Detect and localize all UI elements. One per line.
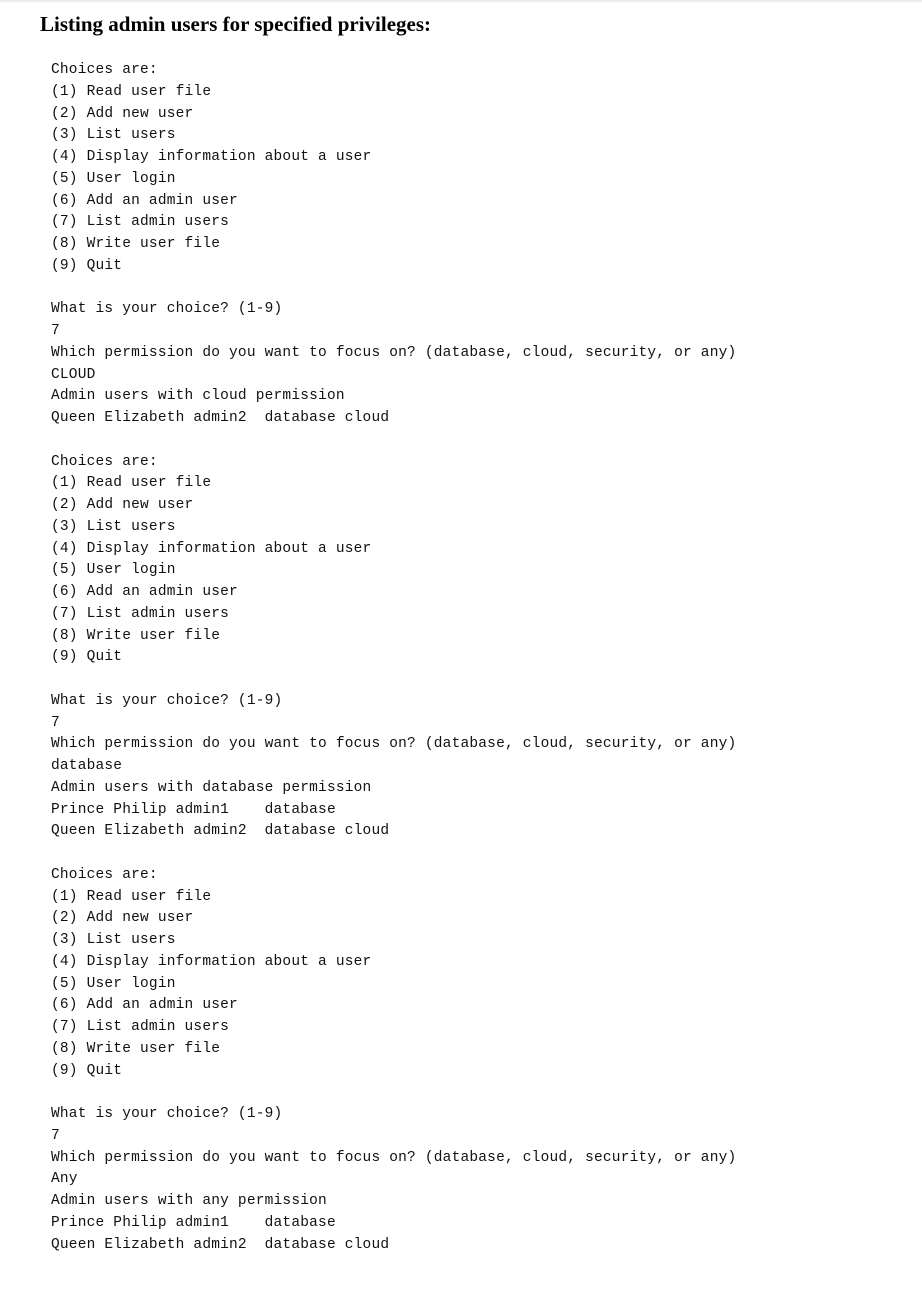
console-line: Any [51, 1171, 78, 1188]
console-line: 7 [51, 323, 60, 339]
console-blank-line [51, 278, 911, 300]
console-line: (7) List admin users [51, 1019, 230, 1035]
console-line: (5) User login [51, 562, 176, 579]
console-line: Queen Elizabeth admin2 database cloud [51, 823, 390, 840]
console-line: Queen Elizabeth admin2 database cloud [51, 410, 390, 426]
console-line: Choices are: [51, 866, 158, 883]
console-line: Admin users with database permission [51, 779, 372, 796]
document-title: Listing admin users for specified privileges: [40, 12, 432, 36]
console-blank-line [51, 430, 911, 452]
console-line: What is your choice? (1-9) [51, 301, 283, 318]
console-line: 7 [51, 714, 60, 731]
console-blank-line [51, 669, 911, 691]
console-line: (2) Add new user [51, 497, 194, 513]
console-line: (5) User login [51, 975, 176, 992]
console-line: (4) Display information about a user [51, 540, 372, 557]
console-line: (8) Write user file [51, 627, 221, 644]
console-line: database [51, 758, 123, 774]
console-line: (9) Quit [51, 649, 123, 666]
console-line: Which permission do you want to focus on? (database, cloud, security, or any) [51, 736, 737, 753]
console-line: (6) Add an admin user [51, 997, 238, 1014]
console-line: (4) Display information about a user [51, 953, 372, 970]
console-line: (6) Add an admin user [51, 192, 238, 209]
console-line: Prince Philip admin1 database [51, 801, 336, 818]
console-line: (2) Add new user [51, 105, 194, 122]
console-line: What is your choice? (1-9) [51, 1106, 283, 1122]
console-line: (3) List users [51, 518, 176, 535]
console-line: (6) Add an admin user [51, 584, 238, 600]
console-line: (5) User login [51, 170, 176, 187]
console-blank-line [51, 843, 911, 865]
console-line: (7) List admin users [51, 214, 230, 231]
console-line: Which permission do you want to focus on? (database, cloud, security, or any) [51, 1149, 737, 1166]
console-line: CLOUD [51, 366, 96, 383]
console-line: Prince Philip admin1 database [51, 1214, 336, 1231]
console-line: (8) Write user file [51, 1040, 221, 1057]
console-line: (1) Read user file [51, 475, 212, 492]
console-line: (2) Add new user [51, 910, 194, 927]
console-line: (9) Quit [51, 1062, 123, 1079]
console-line: (8) Write user file [51, 236, 221, 252]
console-line: (9) Quit [51, 257, 123, 274]
console-line: (3) List users [51, 932, 176, 948]
console-line: 7 [51, 1127, 60, 1144]
console-line: Queen Elizabeth admin2 database cloud [51, 1236, 390, 1253]
console-line: What is your choice? (1-9) [51, 692, 283, 709]
console-blank-line [51, 1082, 911, 1104]
console-line: (3) List users [51, 127, 176, 144]
console-line: Choices are: [51, 453, 158, 470]
console-line: Admin users with any permission [51, 1193, 327, 1209]
console-line: Choices are: [51, 62, 158, 78]
console-line: (1) Read user file [51, 83, 212, 100]
console-line: Admin users with cloud permission [51, 388, 345, 405]
top-edge-shadow [0, 0, 922, 3]
console-line: Which permission do you want to focus on? (database, cloud, security, or any) [51, 344, 737, 361]
console-line: (7) List admin users [51, 605, 230, 622]
console-output [51, 60, 911, 1256]
console-line: (1) Read user file [51, 888, 212, 905]
console-line: (4) Display information about a user [51, 149, 372, 165]
